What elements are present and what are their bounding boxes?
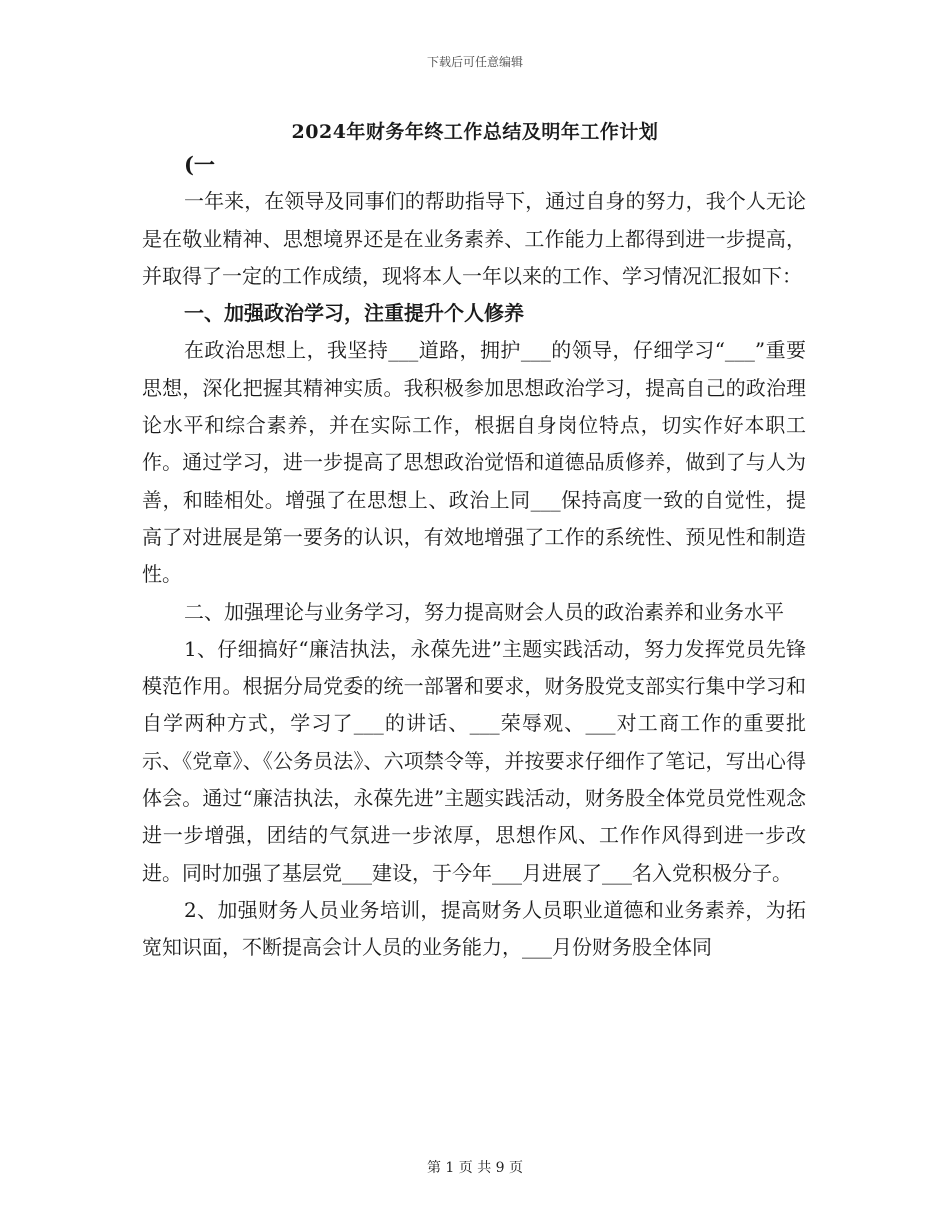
header-note: 下载后可任意编辑 (426, 55, 523, 69)
paragraph-2: 1、仔细搞好“廉洁执法，永葆先进”主题实践活动，努力发挥党员先锋模范作用。根据分局党委的统一部署和要求，财务股党支部实行集中学习和自学两种方式，学习了___的讲话、___荣辱观、___对工商工作的重要批示、《党章》、《公务员法》、六项禁令等，并按要求仔细作了笔记，写出心得体会。通过“廉洁执法，永葆先进”主题实践活动，财务股全体党员党性观念进一步增强，团结的气氛进一步浓厚，思想作风、工作作风得到进一步改进。同时加强了基层党___建设，于今年___月进展了___名入党积极分子。 (142, 636, 806, 885)
page-footer: 第 1 页 共 9 页 (426, 1160, 524, 1176)
paragraph-1: 在政治思想上，我坚持___道路，拥护___的领导，仔细学习“___”重要思想，深化把握其精神实质。我积极参加思想政治学习，提高自己的政治理论水平和综合素养，并在实际工作，根据自身岗位特点，切实作好本职工作。通过学习，进一步提高了思想政治觉悟和道德品质修养，做到了与人为善，和睦相处。增强了在思想上、政治上同___保持高度一致的自觉性，提高了对进展是第一要务的认识，有效地增强了工作的系统性、预见性和制造性。 (142, 338, 806, 587)
intro-paragraph: 一年来，在领导及同事们的帮助指导下，通过自身的努力，我个人无论是在敬业精神、思想境界还是在业务素养、工作能力上都得到进一步提高，并取得了一定的工作成绩，现将本人一年以来的工作、学习情况汇报如下： (142, 189, 806, 288)
section-heading-2: 二、加强理论与业务学习，努力提高财会人员的政治素养和业务水平 (184, 599, 784, 624)
section-heading-1: 一、加强政治学习，注重提升个人修养 (184, 301, 524, 326)
document-title: 2024年财务年终工作总结及明年工作计划 (291, 121, 659, 143)
document-subtitle: (一 (184, 152, 215, 177)
document-body (142, 146, 806, 967)
paragraph-3: 2、加强财务人员业务培训，提高财务人员职业道德和业务素养，为拓宽知识面，不断提高会计人员的业务能力，___月份财务股全体同 (142, 897, 806, 960)
